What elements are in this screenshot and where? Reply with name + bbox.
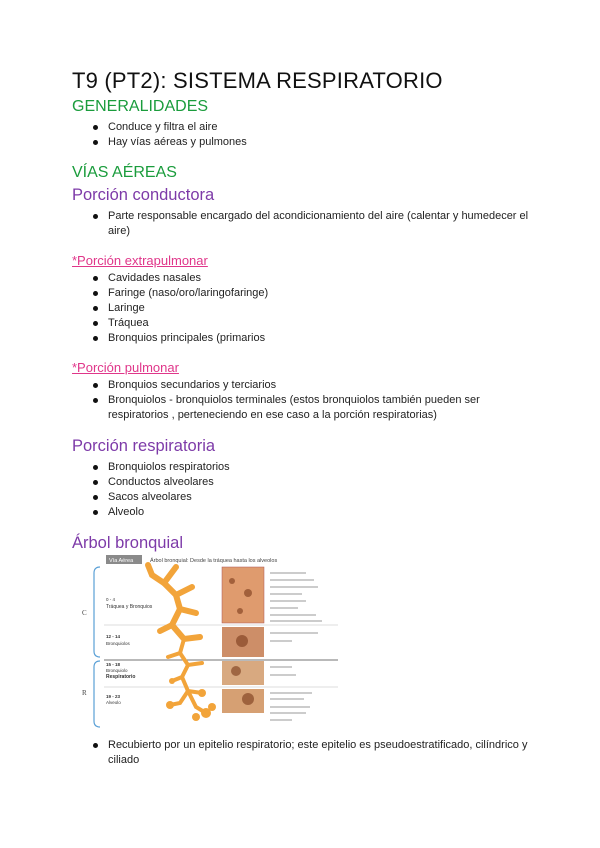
figure-caption-list <box>72 738 542 768</box>
list-item: Bronquios principales (primarios <box>108 331 542 346</box>
list-item: Tráquea <box>108 316 542 331</box>
list-item: Bronquios secundarios y terciarios <box>108 378 542 393</box>
row3-sub: Bronquiolo <box>106 668 128 673</box>
list-item: Cavidades nasales <box>108 271 542 286</box>
figure-title: Árbol bronquial: Desde la tráquea hasta los alveolos <box>150 558 278 564</box>
row1-num: 0 - 4 <box>106 597 116 602</box>
heading-arbol-bronquial: Árbol bronquial <box>72 534 183 552</box>
bronchial-tree-figure <box>82 553 342 728</box>
figure-side-c: C <box>82 609 87 617</box>
histology-panel-1 <box>222 567 264 623</box>
figure-tab: Vía Aérea <box>109 558 134 564</box>
page-title: T9 (PT2): SISTEMA RESPIRATORIO <box>72 68 443 93</box>
list-item: Conductos alveolares <box>108 475 542 490</box>
heading-generalidades: GENERALIDADES <box>72 98 209 115</box>
list-respiratoria <box>72 460 542 520</box>
list-item: Recubierto por un epitelio respiratorio; este epitelio es pseudoestratificado, cilíndrico y ciliado <box>108 738 542 768</box>
list-generalidades <box>72 120 542 150</box>
list-item: Alveolo <box>108 505 542 520</box>
list-item: Sacos alveolares <box>108 490 542 505</box>
figure-side-r: R <box>82 689 87 697</box>
list-item: Bronquiolos - bronquiolos terminales (estos bronquiolos también pueden ser respiratorios , perteneciendo en ese caso a la porción respiratorias) <box>108 393 542 423</box>
document-page <box>72 68 542 557</box>
list-item: Bronquiolos respiratorios <box>108 460 542 475</box>
list-item: Conduce y filtra el aire <box>108 120 542 135</box>
list-item: Laringe <box>108 301 542 316</box>
heading-vias-aereas: VÍAS AÉREAS <box>72 164 177 181</box>
list-pulmonar <box>72 378 542 423</box>
row4-num: 19 - 23 <box>106 694 121 699</box>
list-extrapulmonar <box>72 271 542 346</box>
row2-num: 12 - 14 <box>106 634 121 639</box>
heading-porcion-conductora: Porción conductora <box>72 186 215 204</box>
row4-label: Alveolo <box>106 700 121 705</box>
row2-label: Bronquiolos <box>106 641 130 646</box>
heading-extrapulmonar: *Porción extrapulmonar <box>72 253 208 268</box>
histology-panel-3 <box>222 661 264 685</box>
list-item: Parte responsable encargado del acondicionamiento del aire (calentar y humedecer el aire) <box>108 209 542 239</box>
row3-label: Respiratorio <box>106 674 136 680</box>
heading-porcion-respiratoria: Porción respiratoria <box>72 437 216 455</box>
list-conductora <box>72 209 542 239</box>
list-item: Faringe (naso/oro/laringofaringe) <box>108 286 542 301</box>
row1-label: Tráquea y Bronquios <box>106 604 153 610</box>
row3-num: 15 - 18 <box>106 662 121 667</box>
heading-pulmonar: *Porción pulmonar <box>72 360 179 375</box>
list-item: Hay vías aéreas y pulmones <box>108 135 542 150</box>
